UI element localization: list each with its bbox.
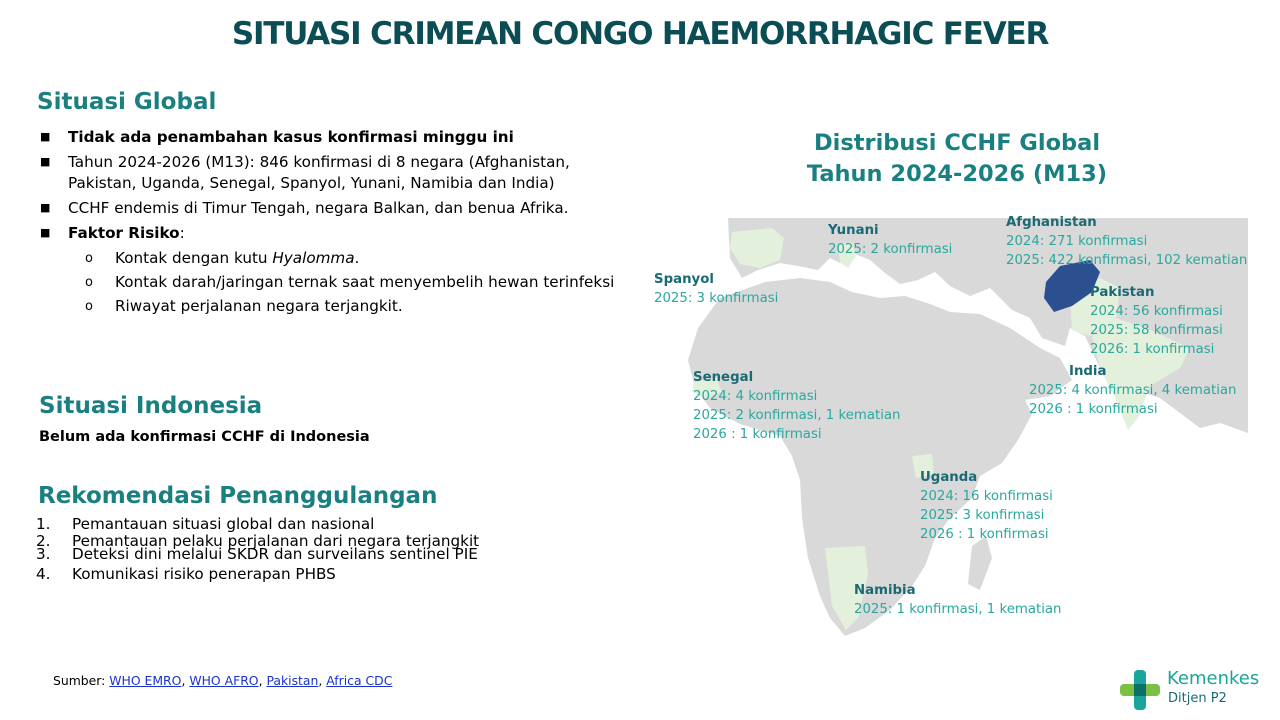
recommendation-heading: Rekomendasi Penanggulangan — [38, 483, 438, 509]
bullet-text: Tahun 2024-2026 (M13): 846 konfirmasi di 8 negara (Afghanistan, Pakistan, Uganda, Senegal, Spanyol, Yunani, Namibia dan India) — [68, 153, 570, 192]
risk-item: o Kontak darah/jaringan ternak saat menyembelih hewan terinfeksi — [85, 273, 615, 291]
sub-bullet-marker: o — [85, 275, 93, 290]
bullet-item — [38, 152, 618, 194]
map-label-pakistan: Pakistan 2024: 56 konfirmasi 2025: 58 konfirmasi 2026: 1 konfirmasi — [1090, 285, 1223, 357]
bullet-marker: ■ — [40, 130, 51, 143]
bullet-text: Tidak ada penambahan kasus konfirmasi minggu ini — [68, 128, 514, 146]
global-heading: Situasi Global — [37, 89, 217, 115]
bullet-item — [38, 223, 618, 244]
global-bullet-list — [38, 127, 618, 320]
source-link-who-afro[interactable]: WHO AFRO — [189, 673, 259, 688]
map-label-india: India 2025: 4 konfirmasi, 4 kematian 2026 : 1 konfirmasi — [1029, 364, 1237, 417]
logo-text-ditjen: Ditjen P2 — [1168, 691, 1227, 706]
kemenkes-logo — [1116, 664, 1276, 714]
risk-item: o Kontak dengan kutu Hyalomma. — [85, 249, 360, 267]
source-link-pakistan[interactable]: Pakistan — [266, 673, 319, 688]
source-line: Sumber: WHO EMRO, WHO AFRO, Pakistan, Africa CDC — [53, 673, 393, 688]
map-label-yunani: Yunani 2025: 2 konfirmasi — [828, 223, 953, 257]
world-map — [654, 215, 1248, 658]
map-label-senegal: Senegal 2024: 4 konfirmasi 2025: 2 konfirmasi, 1 kematian 2026 : 1 konfirmasi — [693, 370, 901, 442]
source-link-who-emro[interactable]: WHO EMRO — [109, 673, 182, 688]
logo-text-kemenkes: Kemenkes — [1167, 668, 1260, 689]
map-title: Distribusi CCHF Global Tahun 2024-2026 (M13) — [806, 130, 1108, 187]
indonesia-heading: Situasi Indonesia — [39, 393, 263, 419]
map-label-uganda: Uganda 2024: 16 konfirmasi 2025: 3 konfirmasi 2026 : 1 konfirmasi — [920, 470, 1053, 542]
risk-factor-colon: : — [179, 224, 185, 242]
map-label-afghanistan: Afghanistan 2024: 271 konfirmasi 2025: 422 konfirmasi, 102 kematian — [1006, 215, 1248, 268]
source-link-africa-cdc[interactable]: Africa CDC — [326, 673, 393, 688]
risk-factor-label: Faktor Risiko — [68, 224, 180, 242]
kemenkes-logo-icon — [1116, 666, 1164, 714]
bullet-marker: ■ — [40, 201, 51, 214]
sub-bullet-marker: o — [85, 299, 93, 314]
indonesia-status: Belum ada konfirmasi CCHF di Indonesia — [39, 429, 370, 445]
bullet-text: CCHF endemis di Timur Tengah, negara Balkan, dan benua Afrika. — [68, 199, 569, 217]
map-label-spanyol: Spanyol 2025: 3 konfirmasi — [654, 272, 779, 306]
risk-item: o Riwayat perjalanan negara terjangkit. — [85, 297, 403, 315]
tick-species: Hyalomma — [272, 249, 355, 267]
bullet-item — [38, 198, 618, 219]
page-title: SITUASI CRIMEAN CONGO HAEMORRHAGIC FEVER — [231, 16, 1049, 52]
sub-bullet-marker: o — [85, 251, 93, 266]
bullet-marker: ■ — [40, 226, 51, 239]
bullet-marker: ■ — [40, 155, 51, 168]
map-label-namibia: Namibia 2025: 1 konfirmasi, 1 kematian — [854, 583, 1062, 617]
bullet-item — [38, 127, 618, 148]
